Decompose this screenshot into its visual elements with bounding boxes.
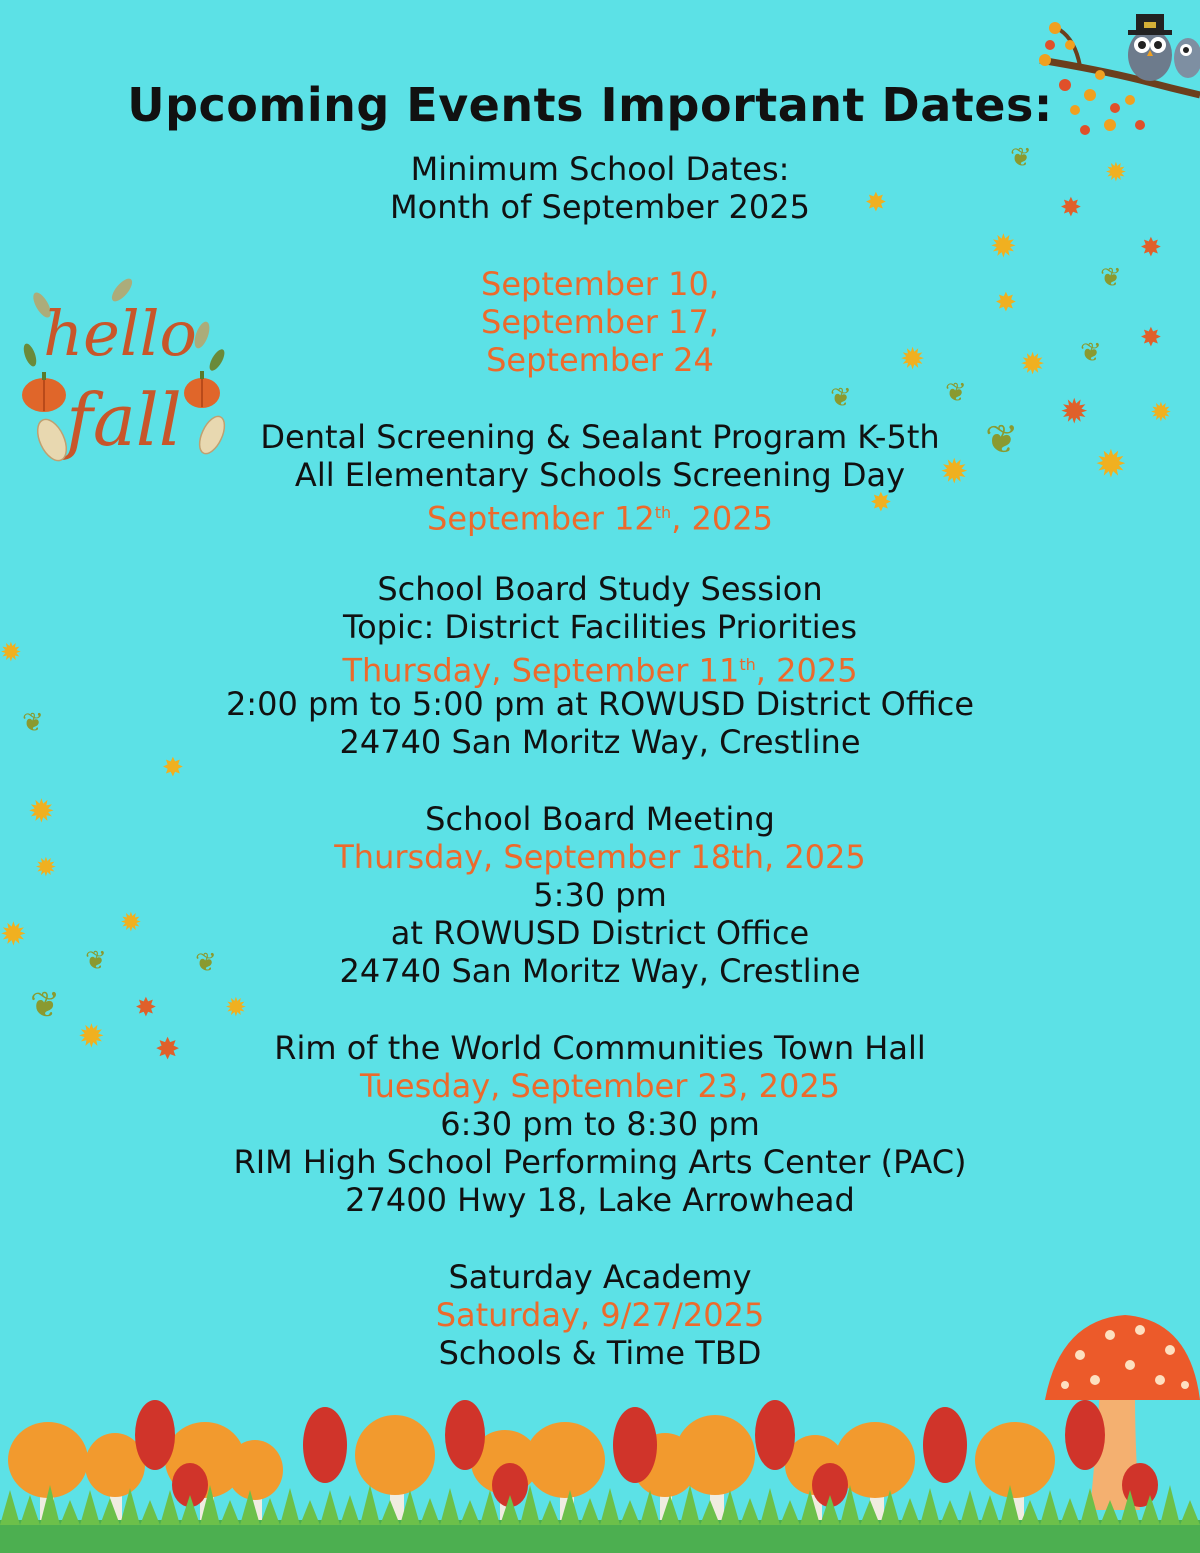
study-session-time: 2:00 pm to 5:00 pm at ROWUSD District Office (225, 685, 975, 723)
town-hall-date: Tuesday, September 23, 2025 (359, 1067, 841, 1105)
town-hall-time: 6:30 pm to 8:30 pm (440, 1105, 760, 1143)
leaf-icon: ❦ (195, 948, 217, 978)
minimum-date: September 10, (481, 265, 719, 303)
maple-leaf-icon: ✹ (78, 1017, 105, 1055)
board-meeting-time: 5:30 pm (533, 876, 667, 914)
leaf-icon: ❦ (85, 946, 107, 976)
board-meeting-location: at ROWUSD District Office (390, 914, 810, 952)
maple-leaf-icon: ✹ (0, 638, 22, 668)
leaf-icon: ❦ (830, 383, 852, 413)
maple-leaf-icon: ✸ (995, 288, 1017, 318)
mushroom-grass-border (0, 1390, 1200, 1553)
dental-title: Dental Screening & Sealant Program K-5th (260, 418, 940, 456)
leaf-icon: ❦ (22, 708, 44, 738)
maple-leaf-icon: ✸ (155, 1032, 181, 1067)
town-hall-location: RIM High School Performing Arts Center (PAC) (233, 1143, 967, 1181)
owl-icon (1128, 14, 1200, 81)
minimum-days-heading: Minimum School Dates: (410, 150, 790, 188)
leaf-icon: ❦ (1080, 338, 1102, 368)
page-title: Upcoming Events Important Dates: (127, 78, 1053, 132)
saturday-academy-date: Saturday, 9/27/2025 (435, 1296, 765, 1334)
maple-leaf-icon: ✹ (940, 452, 969, 492)
maple-leaf-icon: ✸ (1060, 193, 1082, 223)
maple-leaf-icon: ✹ (990, 227, 1017, 265)
maple-leaf-icon: ✹ (1060, 392, 1089, 432)
saturday-academy-title: Saturday Academy (448, 1258, 752, 1296)
maple-leaf-icon: ✹ (28, 792, 55, 830)
study-session-address: 24740 San Moritz Way, Crestline (339, 723, 861, 761)
maple-leaf-icon: ✹ (120, 908, 142, 938)
town-hall-title: Rim of the World Communities Town Hall (274, 1029, 926, 1067)
board-meeting-title: School Board Meeting (425, 800, 775, 838)
maple-leaf-icon: ✹ (1105, 158, 1127, 188)
maple-leaf-icon: ✸ (1140, 323, 1162, 353)
maple-leaf-icon: ✹ (1150, 398, 1172, 428)
hello-text: hello (43, 297, 197, 370)
leaf-icon: ❦ (1100, 263, 1122, 293)
pumpkin-icon (22, 372, 66, 412)
minimum-date: September 24 (486, 341, 714, 379)
leaf-icon: ❦ (1010, 143, 1032, 173)
maple-leaf-icon: ✸ (865, 188, 887, 218)
fall-text: fall (66, 378, 182, 462)
dental-subtitle: All Elementary Schools Screening Day (294, 456, 906, 494)
board-meeting-date: Thursday, September 18th, 2025 (334, 838, 866, 876)
board-meeting-address: 24740 San Moritz Way, Crestline (339, 952, 861, 990)
dental-date: September 12th, 2025 (427, 499, 773, 538)
leaf-icon: ❦ (30, 985, 61, 1026)
maple-leaf-icon: ✹ (225, 993, 247, 1023)
maple-leaf-icon: ✸ (135, 993, 157, 1023)
leaf-icon: ❦ (985, 417, 1019, 463)
study-session-topic: Topic: District Facilities Priorities (342, 608, 858, 646)
maple-leaf-icon: ✹ (0, 915, 27, 953)
maple-leaf-icon: ✹ (1095, 442, 1127, 486)
maple-leaf-icon: ✸ (870, 488, 892, 518)
town-hall-address: 27400 Hwy 18, Lake Arrowhead (345, 1181, 855, 1219)
maple-leaf-icon: ✹ (900, 342, 926, 377)
study-session-date: Thursday, September 11th, 2025 (342, 651, 858, 690)
maple-leaf-icon: ✸ (162, 753, 184, 783)
minimum-days-subheading: Month of September 2025 (390, 188, 810, 226)
maple-leaf-icon: ✹ (35, 853, 57, 883)
maple-leaf-icon: ✹ (1020, 347, 1046, 382)
maple-leaf-icon: ✸ (1140, 233, 1162, 263)
minimum-date: September 17, (481, 303, 719, 341)
saturday-academy-detail: Schools & Time TBD (438, 1334, 762, 1372)
leaf-icon: ❦ (945, 378, 967, 408)
study-session-title: School Board Study Session (377, 570, 823, 608)
